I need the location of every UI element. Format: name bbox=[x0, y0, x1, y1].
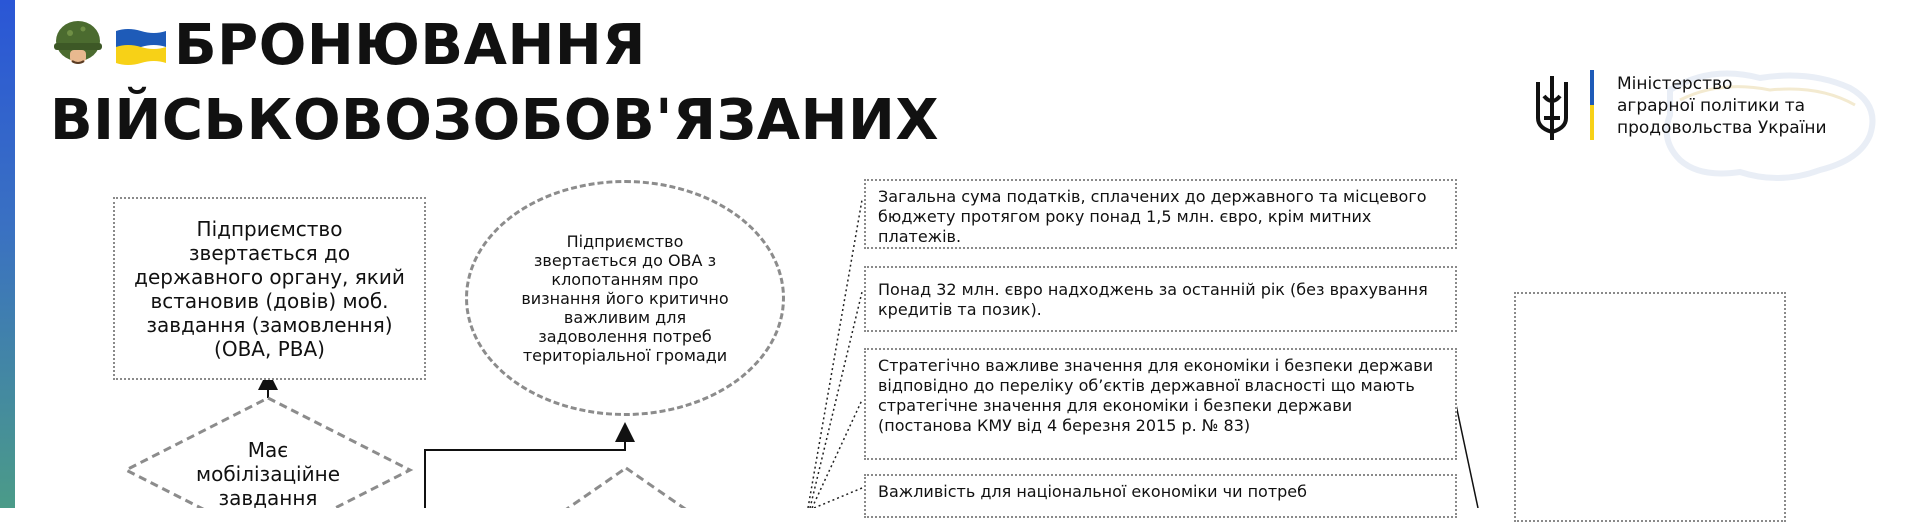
ministry-line-1: Міністерство bbox=[1617, 74, 1733, 94]
right-connector-line bbox=[1455, 400, 1478, 508]
oval-apply-ova-text: Підприємство звертається до ОВА з клопотанням про визнання його критично важливим для задоволення потреб територіальної громади bbox=[521, 231, 729, 365]
criterion-national-economy-text: Важливість для національної економіки чи потреб bbox=[878, 482, 1308, 501]
empty-right-box bbox=[1514, 292, 1786, 522]
criterion-national-economy bbox=[864, 474, 1457, 518]
ministry-line-3: продовольства України bbox=[1617, 118, 1827, 138]
diamond-mobilization-label: Має мобілізаційне завдання bbox=[196, 438, 340, 510]
criterion-revenue bbox=[864, 266, 1457, 332]
criterion-revenue-text: Понад 32 млн. євро надходжень за останній рік (без врахування кредитів та позик). bbox=[878, 280, 1428, 319]
criterion-strategic bbox=[864, 348, 1457, 460]
criterion-taxes bbox=[864, 179, 1457, 249]
title-line-2: ВІЙСЬКОВОЗОБОВ'ЯЗАНИХ bbox=[50, 87, 939, 153]
criteria-fan-lines bbox=[808, 200, 862, 508]
box-apply-state-body bbox=[113, 197, 426, 380]
box-apply-state-text: Підприємство звертається до державного органу, який встановив (довів) моб. завдання (замовлення) (ОВА, РВА) bbox=[134, 216, 405, 361]
criterion-taxes-text: Загальна сума податків, сплачених до державного та місцевого бюджету протягом року понад 1,5 млн. євро, крім митних платежів. bbox=[878, 187, 1427, 246]
ministry-line-2: аграрної політики та bbox=[1617, 96, 1806, 116]
oval-apply-ova bbox=[465, 180, 785, 416]
criterion-strategic-text: Стратегічно важливе значення для економіки і безпеки держави відповідно до переліку об’єктів державної власності що мають стратегічне значення для економіки і безпеки держави (постанова КМУ від 4 березня 2015 р. № 83) bbox=[878, 356, 1434, 435]
diamond-shape-2 bbox=[522, 468, 730, 508]
title-text-1: БРОНЮВАННЯ bbox=[174, 13, 646, 78]
